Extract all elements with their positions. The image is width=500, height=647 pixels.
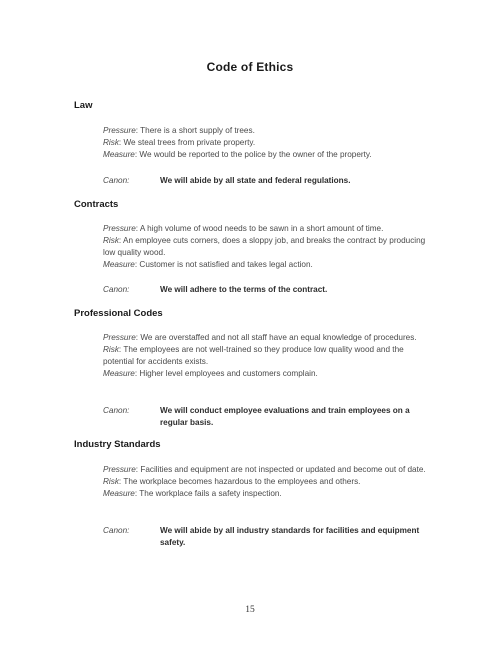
pressure-label: Pressure: [103, 333, 136, 342]
measure-label: Measure: [103, 489, 135, 498]
measure-line: [103, 488, 433, 500]
risk-text: : An employee cuts corners, does a sloppy job, and breaks the contract by producing low quality wood.: [103, 236, 426, 257]
measure-line: [103, 149, 433, 161]
measure-line: [103, 259, 433, 271]
pressure-line: [103, 223, 433, 235]
section-body-professional-codes: [103, 332, 433, 380]
canon-text: We will adhere to the terms of the contract.: [160, 285, 328, 294]
risk-text: : The employees are not well-trained so they produce low quality wood and the potential for accidents exists.: [103, 345, 404, 366]
measure-label: Measure: [103, 260, 135, 269]
section-heading-industry-standards: Industry Standards: [74, 439, 161, 450]
risk-line: [103, 137, 433, 149]
pressure-text: : There is a short supply of trees.: [135, 126, 255, 135]
measure-label: Measure: [103, 369, 135, 378]
canon-label: Canon:: [103, 406, 130, 415]
pressure-label: Pressure: [103, 224, 136, 233]
pressure-text: : Facilities and equipment are not inspected or updated and become out of date.: [135, 465, 426, 474]
risk-label: Risk: [103, 138, 119, 147]
measure-line: [103, 368, 433, 380]
risk-line: [103, 235, 433, 259]
canon-label: Canon:: [103, 285, 130, 294]
pressure-label: Pressure: [103, 126, 136, 135]
measure-text: : The workplace fails a safety inspection.: [134, 489, 282, 498]
section-heading-contracts: Contracts: [74, 199, 119, 210]
canon-text: We will conduct employee evaluations and train employees on a regular basis.: [160, 406, 410, 427]
pressure-line: [103, 125, 433, 137]
pressure-text: : We are overstaffed and not all staff have an equal knowledge of procedures.: [135, 333, 417, 342]
section-heading-professional-codes: Professional Codes: [74, 308, 163, 319]
risk-label: Risk: [103, 345, 119, 354]
risk-label: Risk: [103, 477, 119, 486]
page-number: 15: [245, 605, 255, 615]
measure-text: : Higher level employees and customers complain.: [134, 369, 318, 378]
canon-text: We will abide by all industry standards for facilities and equipment safety.: [160, 526, 420, 547]
page-title: Code of Ethics: [206, 60, 294, 74]
measure-text: : We would be reported to the police by the owner of the property.: [134, 150, 372, 159]
canon-text: We will abide by all state and federal regulations.: [160, 176, 351, 185]
risk-line: [103, 476, 433, 488]
section-body-industry-standards: [103, 464, 433, 500]
section-body-contracts: [103, 223, 433, 271]
section-body-law: [103, 125, 433, 161]
risk-text: : We steal trees from private property.: [118, 138, 256, 147]
section-heading-law: Law: [74, 100, 93, 111]
measure-text: : Customer is not satisfied and takes legal action.: [134, 260, 313, 269]
risk-line: [103, 344, 433, 368]
risk-text: : The workplace becomes hazardous to the employees and others.: [118, 477, 361, 486]
canon-label: Canon:: [103, 526, 130, 535]
pressure-label: Pressure: [103, 465, 136, 474]
risk-label: Risk: [103, 236, 119, 245]
canon-label: Canon:: [103, 176, 130, 185]
pressure-text: : A high volume of wood needs to be sawn in a short amount of time.: [135, 224, 384, 233]
pressure-line: [103, 332, 433, 344]
measure-label: Measure: [103, 150, 135, 159]
pressure-line: [103, 464, 433, 476]
